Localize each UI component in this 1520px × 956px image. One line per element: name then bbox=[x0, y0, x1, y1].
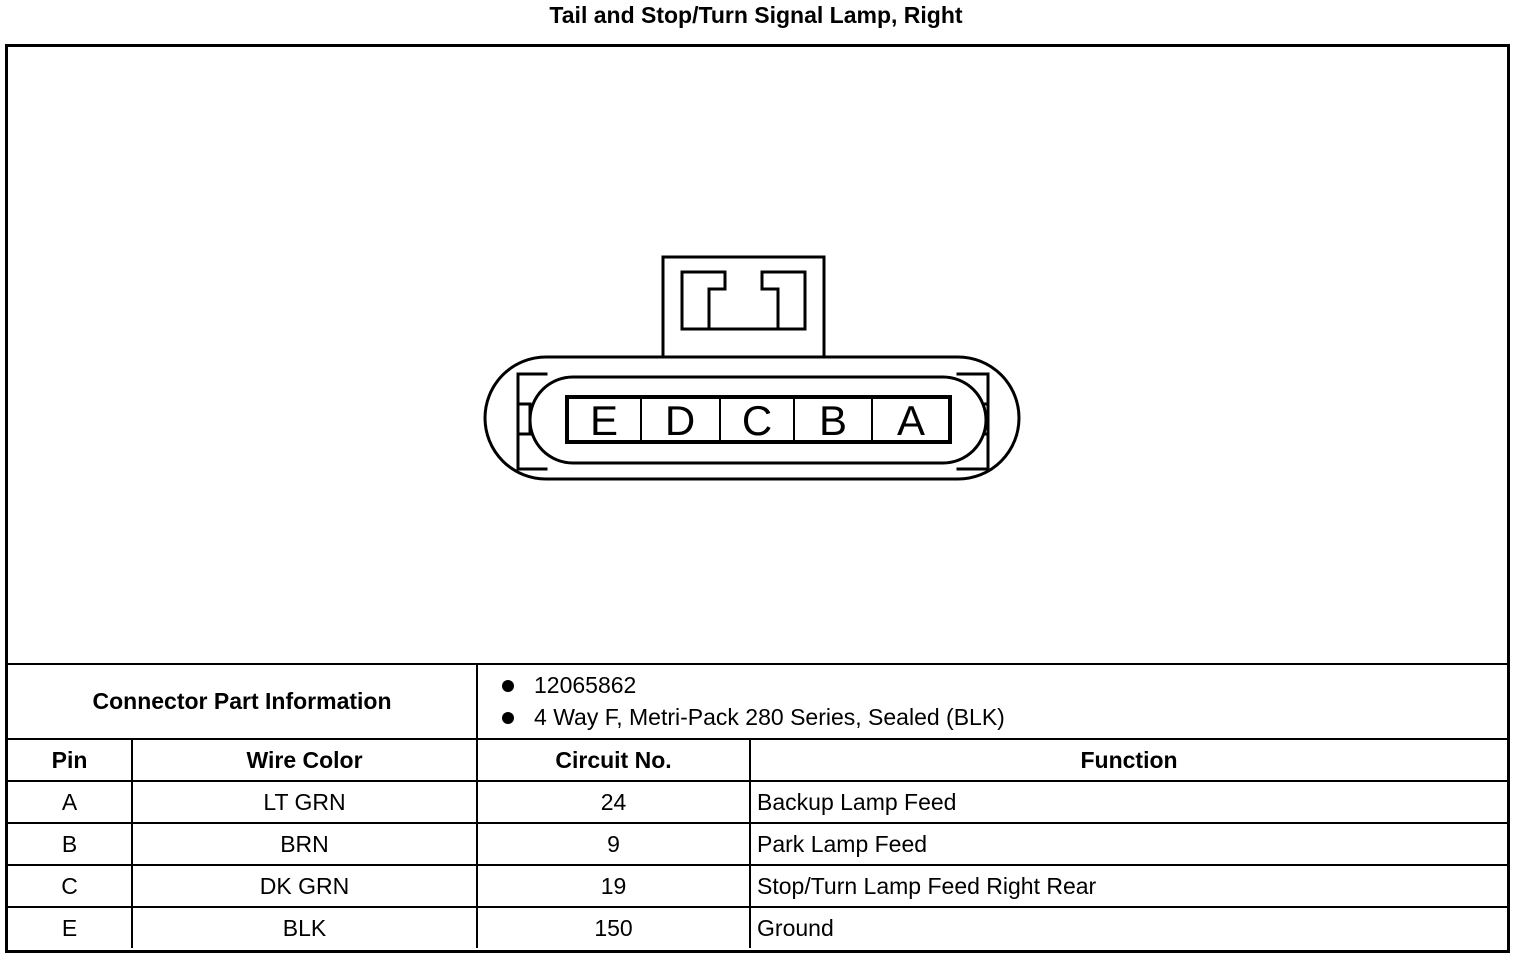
cell-pin: B bbox=[8, 823, 132, 865]
connector-sheet bbox=[5, 44, 1510, 953]
table-row bbox=[8, 781, 1507, 823]
table-row bbox=[8, 865, 1507, 907]
cell-wire-color: DK GRN bbox=[132, 865, 477, 907]
header-function: Function bbox=[750, 739, 1507, 781]
part-number: 12065862 bbox=[534, 672, 637, 698]
connector-face-drawing bbox=[8, 47, 1507, 663]
part-info-row bbox=[8, 665, 1507, 739]
cell-circuit: 150 bbox=[477, 907, 750, 948]
cell-function: Ground bbox=[750, 907, 1507, 948]
part-info-item bbox=[500, 702, 1507, 734]
locking-tab-inner bbox=[682, 272, 725, 329]
cell-function: Stop/Turn Lamp Feed Right Rear bbox=[750, 865, 1507, 907]
header-circuit: Circuit No. bbox=[477, 739, 750, 781]
pin-label-d: D bbox=[664, 397, 696, 444]
bullet-icon bbox=[502, 680, 514, 692]
page-title: Tail and Stop/Turn Signal Lamp, Right bbox=[549, 2, 963, 28]
pinout-table bbox=[8, 665, 1507, 948]
cell-circuit: 9 bbox=[477, 823, 750, 865]
connector-diagram bbox=[8, 47, 1507, 665]
cell-wire-color: BRN bbox=[132, 823, 477, 865]
pin-label-c: C bbox=[741, 397, 773, 444]
table-header-row bbox=[8, 739, 1507, 781]
locking-tab-inner bbox=[762, 272, 805, 329]
table-row bbox=[8, 907, 1507, 948]
part-info-values bbox=[477, 665, 1507, 739]
header-wire-color: Wire Color bbox=[132, 739, 477, 781]
part-info-item bbox=[500, 670, 1507, 702]
cell-pin: C bbox=[8, 865, 132, 907]
pin-label-a: A bbox=[896, 397, 926, 444]
cell-function: Backup Lamp Feed bbox=[750, 781, 1507, 823]
cell-wire-color: LT GRN bbox=[132, 781, 477, 823]
pin-label-e: E bbox=[589, 397, 619, 444]
bullet-icon bbox=[502, 712, 514, 724]
cell-function: Park Lamp Feed bbox=[750, 823, 1507, 865]
cell-pin: E bbox=[8, 907, 132, 948]
part-info-label: Connector Part Information bbox=[8, 665, 477, 739]
cell-wire-color: BLK bbox=[132, 907, 477, 948]
part-description: 4 Way F, Metri-Pack 280 Series, Sealed (BLK) bbox=[534, 704, 1005, 730]
pin-label-b: B bbox=[818, 397, 848, 444]
cell-circuit: 19 bbox=[477, 865, 750, 907]
header-pin: Pin bbox=[8, 739, 132, 781]
cell-circuit: 24 bbox=[477, 781, 750, 823]
cell-pin: A bbox=[8, 781, 132, 823]
table-row bbox=[8, 823, 1507, 865]
